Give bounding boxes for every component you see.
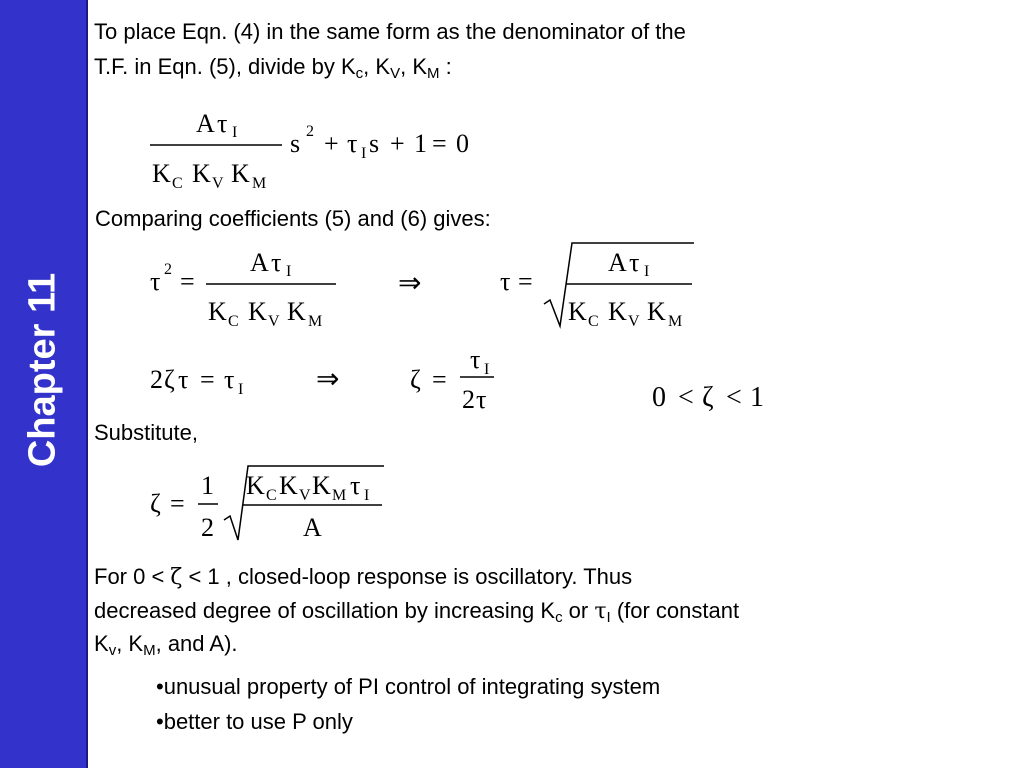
svg-text:τ: τ xyxy=(470,345,481,374)
svg-text:ζ: ζ xyxy=(164,365,175,394)
svg-text:C: C xyxy=(266,487,277,504)
svg-text:0: 0 xyxy=(456,129,469,158)
chapter-label: Chapter 11 xyxy=(21,272,64,468)
svg-text:+: + xyxy=(324,129,339,158)
svg-text:+: + xyxy=(390,129,405,158)
svg-text:K: K xyxy=(312,471,331,500)
svg-text:⇒: ⇒ xyxy=(316,364,340,395)
svg-text:K: K xyxy=(647,297,666,326)
svg-text:⇒: ⇒ xyxy=(398,268,422,299)
svg-text:τ: τ xyxy=(629,248,640,277)
svg-text:<: < xyxy=(678,382,694,413)
svg-text:ζ: ζ xyxy=(410,365,421,394)
svg-text:M: M xyxy=(332,487,347,504)
svg-text:K: K xyxy=(246,471,265,500)
svg-text:K: K xyxy=(208,297,227,326)
para-line-2: decreased degree of oscillation by increasing $K_c$ or $\tau_I$ (for constant xyxy=(94,598,740,626)
svg-text:K: K xyxy=(608,297,627,326)
svg-text:I: I xyxy=(286,263,292,280)
svg-text:2: 2 xyxy=(164,261,172,278)
svg-text:ζ: ζ xyxy=(150,489,161,518)
svg-text:A: A xyxy=(250,248,269,277)
svg-text:1: 1 xyxy=(414,129,427,158)
svg-text:V: V xyxy=(268,313,280,330)
intro-line-1: To place Eqn. (4) in the same form as the denominator of the xyxy=(94,19,686,44)
svg-text:ζ: ζ xyxy=(702,382,714,413)
equation-zeta-sqrt xyxy=(140,460,410,550)
para-line-3: $K_v$, $K_M$, and A). xyxy=(94,631,238,659)
svg-text:C: C xyxy=(172,175,183,192)
svg-text:τ: τ xyxy=(217,109,228,138)
svg-text:K: K xyxy=(287,297,306,326)
equation-6 xyxy=(140,100,500,200)
svg-text:A: A xyxy=(608,248,627,277)
svg-text:A: A xyxy=(303,513,322,542)
svg-text:V: V xyxy=(212,175,224,192)
svg-text:τ: τ xyxy=(271,248,282,277)
svg-text:C: C xyxy=(588,313,599,330)
svg-text:I: I xyxy=(644,263,650,280)
svg-text:K: K xyxy=(192,159,211,188)
svg-text:0: 0 xyxy=(652,382,666,413)
svg-text:τ: τ xyxy=(500,267,511,296)
svg-text:=: = xyxy=(432,365,447,394)
svg-text:K: K xyxy=(568,297,587,326)
svg-text:M: M xyxy=(252,175,267,192)
svg-text:I: I xyxy=(232,124,238,141)
svg-text:C: C xyxy=(228,313,239,330)
svg-text:V: V xyxy=(628,313,640,330)
para-line-1: For 0 < ζ < 1 , closed-loop response is oscillatory. Thus xyxy=(94,564,633,590)
svg-text:τ: τ xyxy=(350,471,361,500)
svg-text:2: 2 xyxy=(201,513,214,542)
svg-text:K: K xyxy=(248,297,267,326)
svg-text:1: 1 xyxy=(201,471,214,500)
svg-text:I: I xyxy=(364,487,370,504)
svg-text:2: 2 xyxy=(150,365,163,394)
svg-text:M: M xyxy=(668,313,683,330)
svg-text:=: = xyxy=(518,267,533,296)
svg-text:K: K xyxy=(152,159,171,188)
svg-text:=: = xyxy=(170,489,185,518)
svg-text:τ: τ xyxy=(150,267,161,296)
svg-text:=: = xyxy=(200,365,215,394)
substitute-text: Substitute, xyxy=(94,420,198,445)
svg-text:I: I xyxy=(238,381,244,398)
svg-text:A: A xyxy=(196,109,215,138)
svg-text:K: K xyxy=(231,159,250,188)
svg-text:I: I xyxy=(361,145,367,162)
svg-text:s: s xyxy=(290,129,301,158)
svg-text:M: M xyxy=(308,313,323,330)
bullet-item: •better to use P only xyxy=(156,709,353,734)
equation-tau xyxy=(140,238,720,338)
equation-zeta xyxy=(140,342,780,422)
svg-text:<: < xyxy=(726,382,742,413)
intro-line-2: T.F. in Eqn. (5), divide by $K_c$, $K_V$, $K_M$ : xyxy=(94,54,452,82)
svg-text:K: K xyxy=(279,471,298,500)
comparing-text: Comparing coefficients (5) and (6) gives: xyxy=(95,206,491,231)
svg-text:1: 1 xyxy=(750,382,764,413)
svg-text:2: 2 xyxy=(306,123,314,140)
svg-text:=: = xyxy=(180,267,195,296)
svg-text:τ: τ xyxy=(347,129,358,158)
svg-text:2: 2 xyxy=(462,385,475,414)
svg-text:=: = xyxy=(432,129,447,158)
svg-text:V: V xyxy=(299,487,311,504)
sidebar-divider xyxy=(86,0,88,768)
svg-text:s: s xyxy=(369,129,380,158)
svg-text:I: I xyxy=(484,361,490,378)
bullet-item: •unusual property of PI control of integrating system xyxy=(156,674,661,699)
svg-text:τ: τ xyxy=(178,365,189,394)
svg-text:τ: τ xyxy=(476,385,487,414)
svg-text:τ: τ xyxy=(224,365,235,394)
